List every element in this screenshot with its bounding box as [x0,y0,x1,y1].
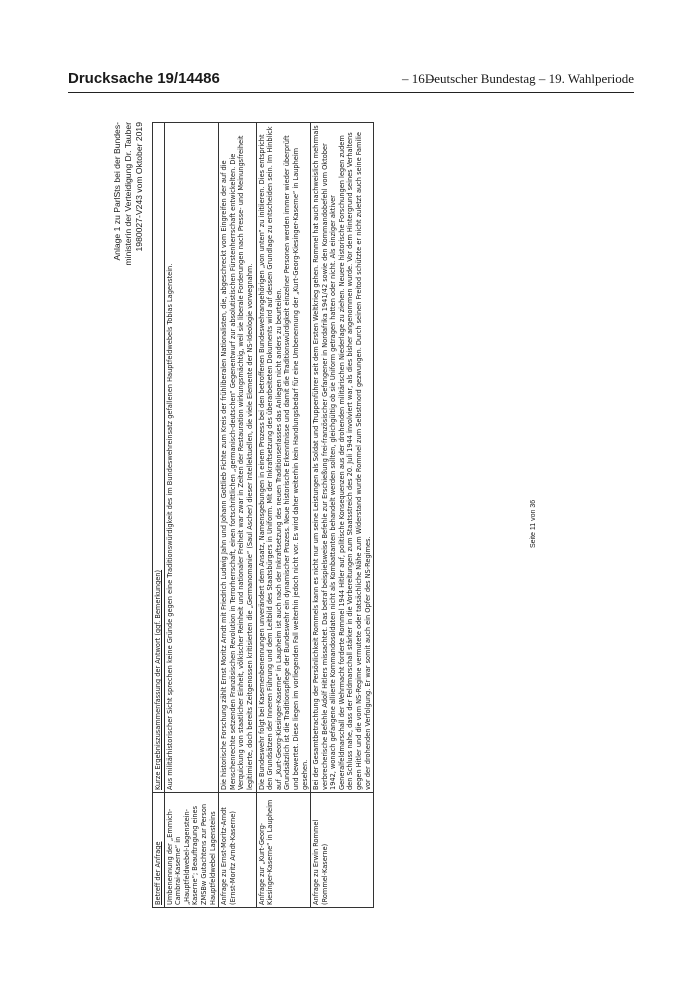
inquiry-table [152,122,374,908]
annex-note-line-1: Anlage 1 zu ParlSts bei der Bundes- [112,122,122,261]
table-row [219,123,256,908]
summary-paragraph-2: Grundsätzlich ist die Traditionspflege der Bundeswehr ein dynamischer Prozess. Neue historische Erkenntnisse und damit die Traditionswürdigkeit einzelner Personen werden immer wieder überprüft und bewertet. Diese liegen im vorliegenden Fall weiterhin jedoch nicht vor. Es wird daher weiterhin kein Handlungsbedarf für eine Umbenennung der „Kurt-Georg-Kiesinger-Kaserne“ in Laupheim gesehen. [283,135,309,790]
summary-cell: Bei der Gesamtbetrachtung der Persönlichkeit Rommels kann es nicht nur um seine Leistungen als Soldat und Truppenführer seit dem Ersten Weltkrieg gehen. Rommel hat auch nachweislich mehrmals verbrecherische Befehle Adolf Hitlers missachtet. Das betraf beispielsweise Befehle zur Erschießung frei-französischer Gefangener in Nordafrika 1941/42 sowie den Kommandobefehl vom Oktober 1942, wonach gefangene alliierte Kommandosoldaten nicht als Kombattanten behandelt werden sollten, gleichgültig ob sie Uniform getragen hatten oder nicht. Als einziger aktiver Generalfeldmarschall der Wehrmacht forderte Rommel 1944 Hitler auf, politische Konsequenzen aus der drohenden militärischen Niederlage zu ziehen. Neuere historische Forschungen legen zudem den Schluss nahe, dass der Feldmarschall stärker in die Vorbereitungen zum Staatsstreich des 20. Juli 1944 involviert war, als dies bisher angenommen wurde. Vor dem Hintergrund seines Verhaltens gegen Hitler und die vom NS-Regime vermutete oder tatsächliche Nähe zum Widerstand wurde Rommel zum Selbstmord gezwungen. Durch seinen Freitod schützte er nicht zuletzt auch seine Familie vor der drohenden Verfolgung. Er war somit auch ein Opfer des NS-Regimes. [311,123,374,793]
page-of-footer: Seite 11 von 36 [530,499,537,548]
summary-paragraph-1: Die Bundeswehr folgt bei Kasernenbenennungen unverändert dem Ansatz, Namensgebungen in einem Prozess bei den betroffenen Bundeswehrangehörigen „von unten“ zu initiieren. Dies entspricht den Grundsätzen der Inneren Führung und dem Leitbild des Staatsbürgers in Uniform. Mit der Inkraftsetzung des überarbeiteten Dokuments wird auf dessen Grundlage zu entscheiden sein. Im Hinblick auf „Kurt-Georg-Kiesinger-Kaserne“ in Laupheim ist auch nach der Inkraftsetzung des neuen Traditionserlasses das Anliegen nicht anders zu beurteilen. [257,126,283,790]
drucksache-prefix: Drucksache 19/ [68,70,179,87]
table-row [256,123,311,908]
header-rule [68,92,634,93]
summary-cell: Aus militärhistorischer Sicht sprechen keine Gründe gegen eine Traditionswürdigkeit des im Bundeswehreinsatz gefallenen Hauptfeldwebels Tobias Lagenstein. [164,123,219,793]
subject-cell: Anfrage zu Ernst-Moritz-Arndt (Ernst-Moritz Arndt-Kaserne) [219,793,256,908]
annex-note-line-3: 1980027-V243 vom Oktober 2019 [134,122,144,252]
rotated-annex-sheet [114,122,544,908]
col-header-summary: Kurze Ergebniszusammenfassung der Antwort (ggf. Bemerkungen) [153,123,165,793]
annex-note [112,122,145,422]
table-row [311,123,374,908]
bundestag-period: Deutscher Bundestag – 19. Wahlperiode [424,71,634,86]
col-header-subject: Betreff der Anfrage [153,793,165,908]
page-header [68,70,634,90]
drucksache-label [68,70,220,87]
drucksache-number: 14486 [178,70,220,87]
page-number: – 16 – [402,71,435,86]
subject-cell: Anfrage zur „Kurt-Georg-Kiesinger-Kaserne“ in Laupheim [256,793,311,908]
table-header-row [153,123,165,908]
annex-note-line-2: ministerin der Verteidigung Dr. Tauber [123,122,133,266]
summary-cell: Die historische Forschung zählt Ernst Moritz Arndt mit Friedrich Ludwig Jahn und Johann Gottlieb Fichte zum Kreis der frühliberalen Nationalisten, die, abgeschreckt vom Eingreifen der auf die Menschenrechte setzenden Französischen Revolution in Terrorherrschaft, einen fortschrittlichen „germanisch-deutschen“ Gegenentwurf zur absolutistischen Fürstenherrschaft entwickelten. Die Verquickung von staatlicher Einheit, völkischer Reinheit und nationaler Freiheit war zwar in Zeiten der Restauration wirkungsmächtig, weil sie liberale Forderungen nach Presse- und Meinungsfreiheit legitimierte, doch bereits Zeitgenossen kritisierten die „Germanomanie“ (Saul Ascher) dieser Intellektuellen, die viele Elemente der NS-Ideologie vorwegnahm. [219,123,256,793]
table-row [164,123,219,908]
subject-cell: Umbenennung der „Emmich-Cambrai-Kaserne“ in „Hauptfeldwebel-Lagenstein-Kaserne“; Beauftragung eines ZMSBw Gutachtens zur Person Hauptfeldwebel Lagensteins [164,793,219,908]
summary-cell [256,123,311,793]
subject-cell: Anfrage zu Erwin Rommel (Rommel-Kaserne) [311,793,374,908]
